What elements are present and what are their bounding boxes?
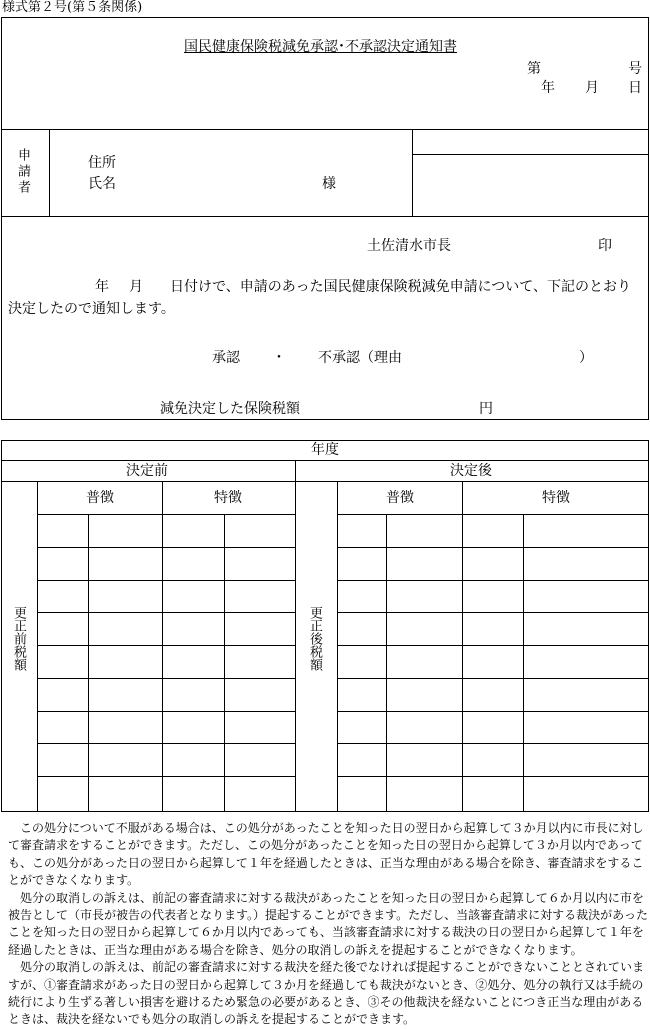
name-label: 氏名 — [88, 176, 116, 192]
notice-paragraph-1: この処分について不服がある場合は、この処分があったことを知った日の翌日から起算して３か月以内に市長に対して審査請求をすることができます。ただし、この処分があったことを知った日の翌日から起算して３か月以内であっても、この処分があった日の翌日から起算して１年を経過したときは、正当な理由がある場合を除き、審査請求をすることができなくなります。 — [8, 821, 644, 888]
divider-line — [1, 481, 649, 482]
grid-line — [337, 547, 649, 548]
divider-line — [412, 129, 413, 216]
divider-line — [462, 481, 463, 812]
divider-line — [49, 129, 50, 216]
grid-line — [37, 612, 295, 613]
body-text: 日付けで、申請のあった国民健康保険税減免申請について、下記のとおり — [170, 279, 632, 295]
divider-line — [1, 216, 649, 217]
decision-separator: ・ — [272, 350, 286, 366]
divider-line — [295, 460, 296, 812]
body-month-label: 月 — [129, 279, 143, 295]
year-header: 年度 — [311, 442, 339, 458]
amount-unit: 円 — [479, 401, 493, 417]
grid-line — [37, 678, 295, 679]
grid-line — [337, 743, 649, 744]
notice-paragraph-2: 処分の取消しの訴えは、前記の審査請求に対する裁決があったことを知った日の翌日から起算して６か月以内に市を被告として（市長が被告の代表者となります。）提起することができます。ただし、当該審査請求に対する裁決があったことを知った日の翌日から起算して６か月以内であっても、当該審査請求に対する裁決の日の翌日から起算して１年を経過したときは、正当な理由がある場合を除き、処分の取消しの訴えを提起することができなくなります。 — [8, 890, 648, 957]
grid-line — [337, 612, 649, 613]
seal-label: 印 — [598, 238, 612, 254]
legal-notice — [8, 820, 648, 1029]
date-day-label: 日 — [628, 80, 642, 96]
grid-line — [37, 645, 295, 646]
issuer-label: 土佐清水市長 — [367, 238, 451, 254]
after-header: 決定後 — [450, 463, 492, 479]
decision-approve: 承認 — [212, 350, 240, 366]
page-title: 国民健康保険税減免承認･不承認決定通知書 — [184, 39, 457, 55]
before-side-label: 更正前税額 — [11, 606, 26, 671]
grid-line — [337, 645, 649, 646]
grid-line — [337, 678, 649, 679]
form-label: 様式第２号(第５条関係) — [2, 0, 143, 15]
before-header: 決定前 — [126, 463, 168, 479]
divider-line — [162, 481, 163, 812]
grid-line — [337, 580, 649, 581]
before-futsu-header: 普徴 — [86, 490, 114, 506]
notice-paragraph-3: 処分の取消しの訴えは、前記の審査請求に対する裁決を経た後でなければ提起することができないこととされていますが、①審査請求があった日の翌日から起算して３か月を経過しても裁決がないとき、②処分、処分の執行又は手続の続行により生ずる著しい損害を避けるため緊急の必要があるとき、③その他裁決を経ないことにつき正当な理由があるときは、裁決を経ないでも処分の取消しの訴えを提起することができます。 — [8, 960, 645, 1027]
address-label: 住所 — [88, 155, 116, 171]
applicant-side-label: 申請者 — [15, 148, 30, 196]
amount-label: 減免決定した保険税額 — [160, 401, 300, 417]
grid-line — [337, 514, 649, 515]
grid-line — [37, 711, 295, 712]
grid-line — [37, 580, 295, 581]
honorific-label: 様 — [322, 176, 336, 192]
divider-line — [88, 514, 89, 812]
date-month-label: 月 — [585, 80, 599, 96]
divider-line — [523, 514, 524, 812]
grid-line — [37, 743, 295, 744]
divider-line — [1, 460, 649, 461]
grid-line — [337, 711, 649, 712]
after-futsu-header: 普徴 — [386, 490, 414, 506]
grid-line — [37, 514, 295, 515]
after-side-label: 更正後税額 — [307, 606, 322, 671]
body-text-2: 決定したので通知します。 — [8, 301, 175, 317]
after-tokucho-header: 特徴 — [542, 490, 570, 506]
grid-line — [337, 776, 649, 777]
number-label-right: 号 — [628, 61, 642, 77]
body-year-label: 年 — [95, 279, 109, 295]
decision-reject: 不承認（理由 — [318, 350, 402, 366]
number-label-left: 第 — [527, 61, 541, 77]
divider-line — [412, 154, 649, 155]
divider-line — [1, 129, 649, 130]
divider-line — [386, 514, 387, 812]
before-tokucho-header: 特徴 — [214, 490, 242, 506]
decision-close: ） — [579, 350, 593, 366]
grid-line — [37, 776, 295, 777]
date-year-label: 年 — [541, 80, 555, 96]
divider-line — [337, 481, 338, 812]
divider-line — [224, 514, 225, 812]
grid-line — [37, 547, 295, 548]
divider-line — [37, 481, 38, 812]
